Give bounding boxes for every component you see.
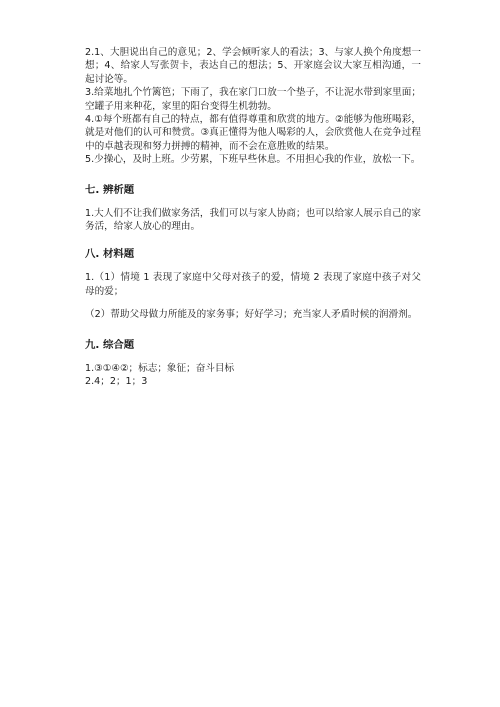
- answer-3: 3.给菜地扎个竹篱笆；下雨了，我在家门口放一个垫子，不让泥水带到家里面；空罐子用来种花，家里的阳台变得生机勃勃。: [85, 87, 421, 112]
- section-9-answers: [85, 362, 421, 389]
- answer-4: 4.①每个班都有自己的特点，都有值得尊重和欣赏的地方。②能够为他班喝彩，就是对他们的认可和赞赏。③真正懂得为他人喝彩的人，会欣赏他人在竞争过程中的卓越表现和努力拼搏的精神，而不会在意胜败的结果。: [85, 114, 421, 152]
- answer-2: 2.1、大胆说出自己的意见；2、学会倾听家人的看法；3、与家人换个角度想一想；4、给家人写张贺卡，表达自己的想法；5、开家庭会议大家互相沟通，一起讨论等。: [85, 47, 421, 85]
- section-8-answer-1: 1.（1）情境 1 表现了家庭中父母对孩子的爱，情境 2 表现了家庭中孩子对父母的爱；: [85, 272, 421, 297]
- section-8-answer-2: （2）帮助父母做力所能及的家务事；好好学习；充当家人矛盾时候的润滑剂。: [85, 309, 418, 321]
- section-7-heading: 七. 辨析题: [85, 183, 135, 196]
- answer-5: 5.少操心，及时上班。少劳累，下班早些休息。不用担心我的作业，放松一下。: [85, 154, 421, 166]
- answers-continued: [85, 46, 421, 167]
- section-7-answer: 1.大人们不让我们做家务活，我们可以与家人协商；也可以给家人展示自己的家务活，给家人放心的理由。: [85, 207, 421, 233]
- document-page: [85, 46, 421, 389]
- section-9-answer-1: 1.③①④②；标志；象征；奋斗目标: [85, 362, 235, 374]
- section-9-heading: 九. 综合题: [85, 338, 135, 351]
- section-8-heading: 八. 材料题: [85, 248, 135, 261]
- section-9-answer-2: 2.4；2；1；3: [85, 376, 148, 388]
